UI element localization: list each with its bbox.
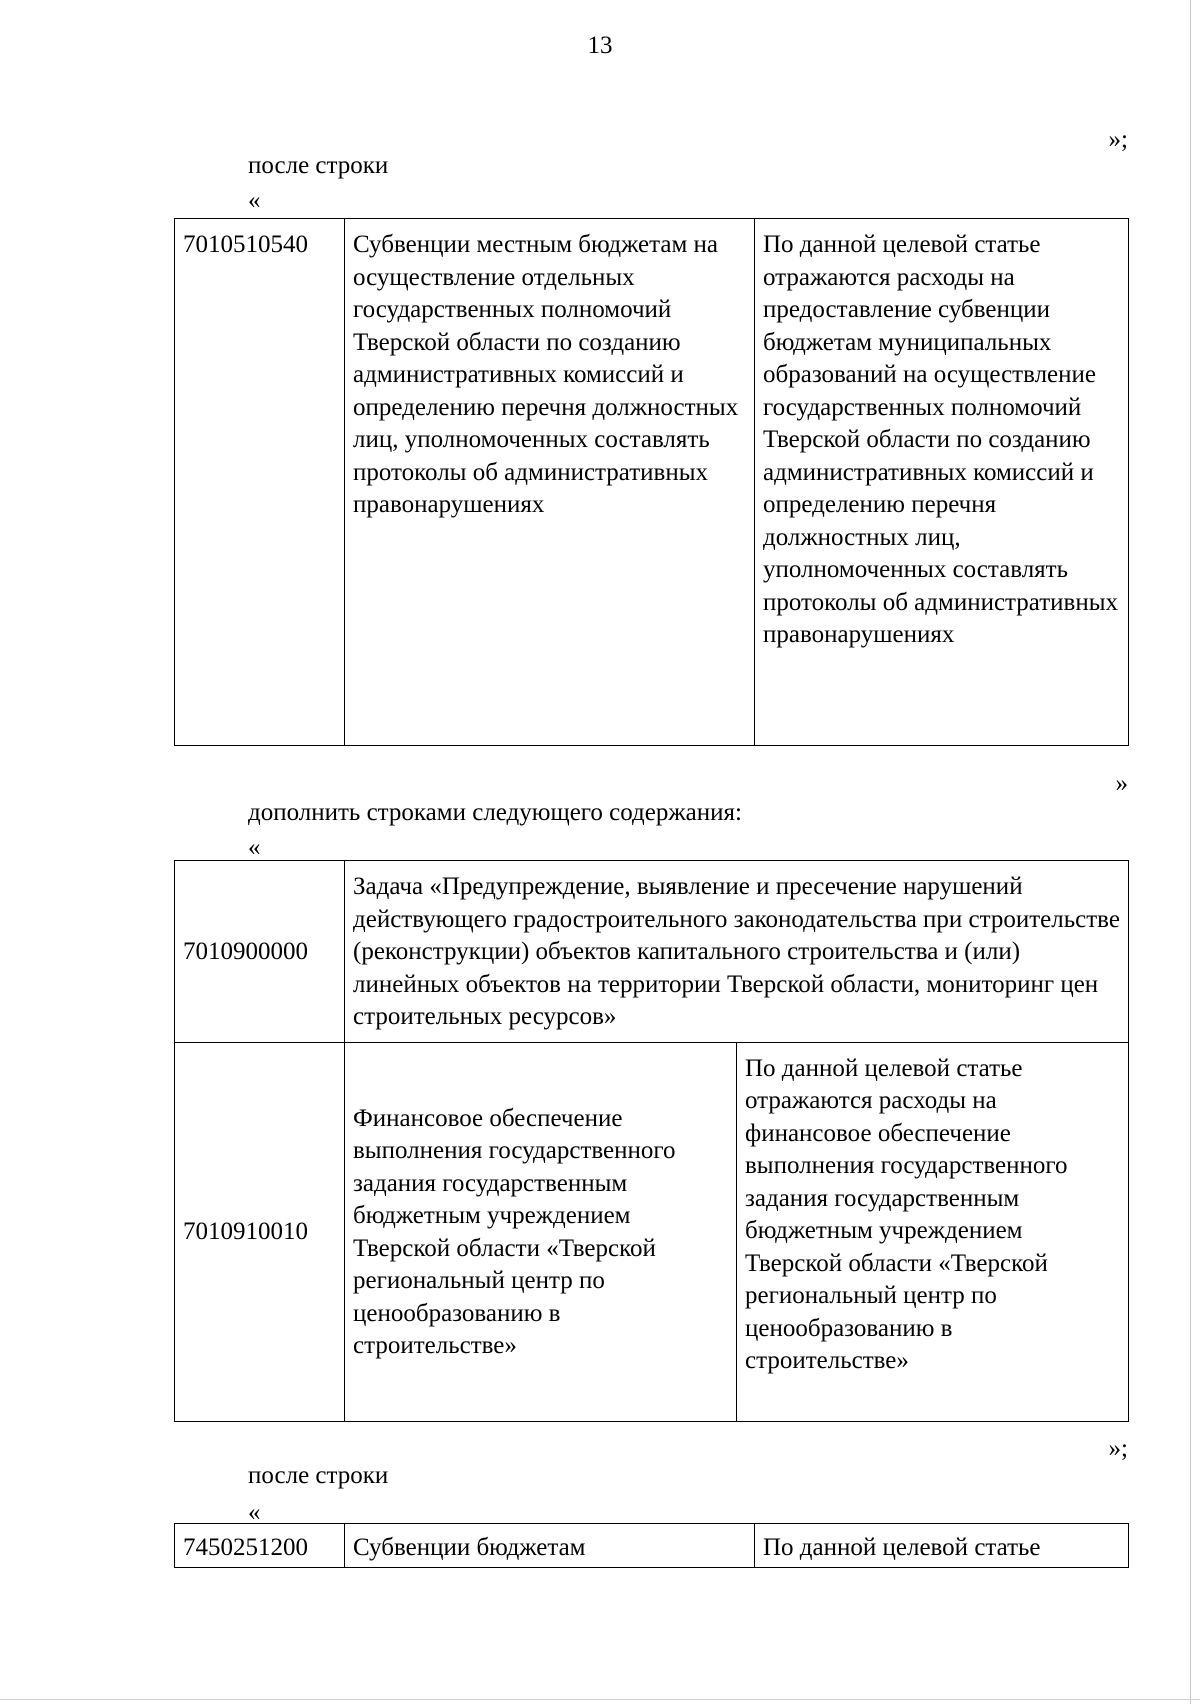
name-cell: Субвенции бюджетам [345,1524,755,1568]
description-cell: По данной целевой статье отражаются расходы на предоставление субвенции бюджетам муниципальных образований на осуществление государственных полномочий Тверской области по созданию административных комиссий и определению перечня должностных лиц, уполномоченных составлять протоколы об административных правонарушениях [755,219,1129,746]
closing-quote-top: »; [1108,126,1128,153]
page-number: 13 [587,32,613,59]
closing-quote-1: » [1115,770,1128,797]
open-quote-2: « [248,834,261,861]
table-new-rows [174,860,1129,1422]
description-cell: По данной целевой статье отражаются расходы на финансовое обеспечение выполнения государственного задания государственным бюджетным учреждением Тверской области «Тверской региональный центр по ценообразованию в строительстве» [737,1042,1129,1421]
code-cell: 7010900000 [175,861,345,1043]
intro-add-lines: дополнить строками следующего содержания: [248,799,742,826]
intro-after-line-2: после строки [248,1462,389,1489]
intro-after-line-1: после строки [248,152,389,179]
table-row [175,861,1129,1043]
page-edge-bottom [0,1699,1200,1700]
table-row [175,1524,1129,1568]
code-cell: 7010510540 [175,219,345,746]
name-cell: Субвенции местным бюджетам на осуществление отдельных государственных полномочий Тверской области по созданию административных комиссий и определению перечня должностных лиц, уполномоченных составлять протоколы об административных правонарушениях [345,219,755,746]
table-row [175,219,1129,746]
code-cell: 7010910010 [175,1042,345,1421]
table-row [175,1042,1129,1421]
code-cell: 7450251200 [175,1524,345,1568]
name-cell: Финансовое обеспечение выполнения государственного задания государственным бюджетным учреждением Тверской области «Тверской региональный центр по ценообразованию в строительстве» [345,1042,737,1421]
table-existing-row-1 [174,218,1129,746]
task-text-cell: Задача «Предупреждение, выявление и пресечение нарушений действующего градостроительного законодательства при строительстве (реконструкции) объектов капитального строительства и (или) линейных объектов на территории Тверской области, мониторинг цен строительных ресурсов» [345,861,1129,1043]
closing-quote-2: »; [1108,1435,1128,1462]
table-existing-row-2 [174,1523,1129,1568]
description-cell: По данной целевой статье [755,1524,1129,1568]
page-edge-right [1190,0,1191,1704]
open-quote-1: « [248,187,261,214]
open-quote-3: « [248,1499,261,1526]
